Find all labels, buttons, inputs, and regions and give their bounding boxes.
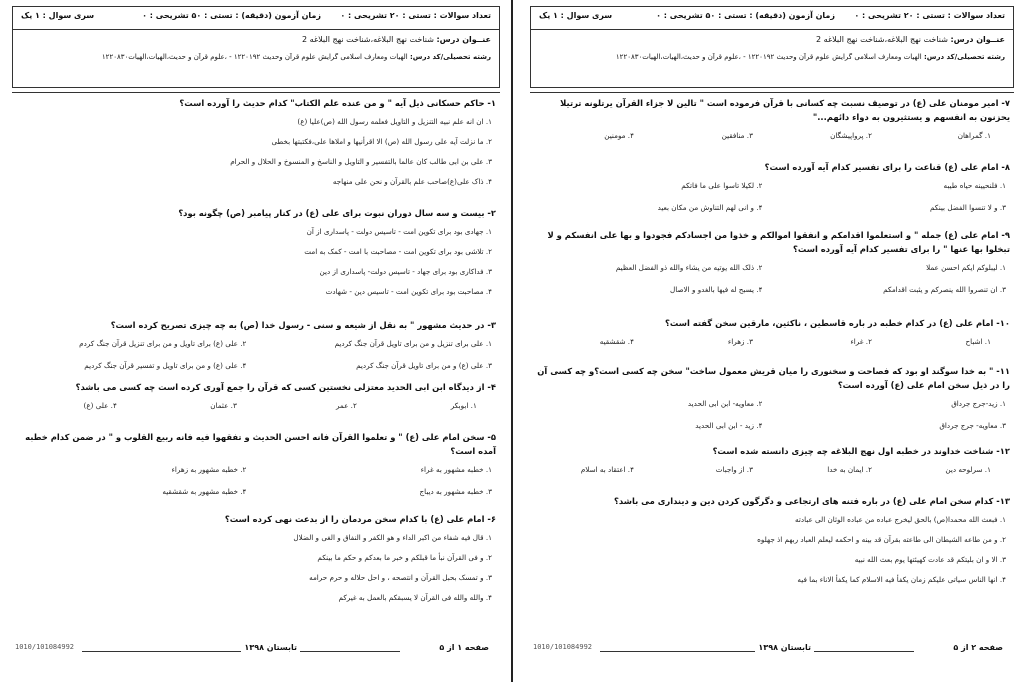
answer-option[interactable]: ۲. ما نزلت آیه علی رسول الله (ص) الا اقرأنیها و املاها علی،فکتبتها بخطی bbox=[271, 137, 492, 146]
options-group bbox=[534, 180, 1010, 224]
page-header bbox=[530, 6, 1014, 88]
answer-option[interactable]: ۱. علی برای تنزیل و من برای تاویل قرآن جنگ کردیم bbox=[334, 339, 492, 348]
options-group bbox=[16, 338, 496, 382]
answer-option[interactable]: ۴. خطبه مشهور به شقشقیه bbox=[162, 487, 247, 496]
question-series: سری سوال : ۱ یک bbox=[539, 11, 613, 20]
answer-option[interactable]: ۳. از واجبات bbox=[715, 465, 753, 474]
question-item bbox=[16, 206, 496, 306]
answer-option[interactable]: ۳. عثمان bbox=[210, 401, 237, 410]
options-group bbox=[16, 532, 496, 603]
answer-option[interactable]: ۲. لکیلا تاسوا علی ما فاتکم bbox=[681, 181, 763, 190]
options-group bbox=[534, 336, 1010, 352]
questions-area bbox=[12, 92, 500, 93]
question-item bbox=[534, 316, 1010, 352]
answer-option[interactable]: ۱. لیبلوکم ایکم احسن عملا bbox=[926, 263, 1006, 272]
field-value: الهیات ومعارف اسلامی گرایش علوم قرآن وحدیث ۱۲۲۰۱۹۲ - ،علوم قرآن و حدیث،الهیات،الهیات۱۲۲۰۸۳۰ bbox=[615, 53, 924, 61]
exam-page-1 bbox=[12, 0, 500, 682]
question-item bbox=[534, 444, 1010, 480]
course-label: عنــوان درس: bbox=[436, 35, 491, 44]
answer-option[interactable]: ۴. ذاک علی(ع)صاحب علم بالقرآن و نحن علی منهاجه bbox=[332, 177, 492, 186]
answer-option[interactable]: ۲. تلاشی بود برای تکوین امت - مصاحبت با امت - کمک به امت bbox=[304, 247, 492, 256]
page-number: صفحه ۱ از ۵ bbox=[436, 643, 492, 652]
options-group bbox=[534, 464, 1010, 480]
question-text: ۱۲- شناخت خداوند در خطبه اول نهج البلاغه چه چیزی دانسته شده است؟ bbox=[712, 446, 1010, 456]
question-text: ۳- در حدیث مشهور " به نقل از شیعه و سنی - رسول خدا (ص) به چه چیزی تصریح کرده است؟ bbox=[110, 320, 496, 330]
question-text: ۸- امام علی (ع) قناعت را برای تفسیر کدام آیه آورده است؟ bbox=[764, 162, 1010, 172]
question-text: ۲- بیست و سه سال دوران نبوت برای علی (ع) در کنار پیامبر (ص) چگونه بود؟ bbox=[178, 208, 496, 218]
answer-option[interactable]: ۴. مومنین bbox=[604, 131, 634, 140]
exam-season: تابستان ۱۳۹۸ bbox=[755, 643, 814, 652]
answer-option[interactable]: ۱. خطبه مشهور به غراء bbox=[420, 465, 492, 474]
answer-option[interactable]: ۲. پرواپیشگان bbox=[830, 131, 872, 140]
page-footer bbox=[530, 643, 1014, 659]
page-number: صفحه ۲ از ۵ bbox=[950, 643, 1006, 652]
answer-option[interactable]: ۴. مصاحبت بود برای تکوین امت - تاسیس دین - شهادت bbox=[325, 287, 492, 296]
answer-option[interactable]: ۳. ان تنصروا الله ینصرکم و یثبت اقدامکم bbox=[883, 285, 1006, 294]
answer-option[interactable]: ۳. معاویه- جرج جرداق bbox=[939, 421, 1006, 430]
question-item bbox=[16, 96, 496, 196]
answer-option[interactable]: ۲. معاویه- ابن ابی الحدید bbox=[687, 399, 763, 408]
answer-option[interactable]: ۳. و تمسک بحبل القرآن و انتصحه ، و احل حلاله و حرم حرامه bbox=[309, 573, 492, 582]
question-item bbox=[16, 380, 496, 416]
answer-option[interactable]: ۳. خطبه مشهور به دیباج bbox=[419, 487, 492, 496]
exam-code: 1010/101084992 bbox=[530, 643, 595, 651]
question-item bbox=[16, 512, 496, 612]
options-group bbox=[16, 226, 496, 297]
field-label: رشته تحصیلی/کد درس: bbox=[923, 53, 1005, 61]
answer-option[interactable]: ۳. منافقین bbox=[721, 131, 753, 140]
options-group bbox=[534, 398, 1010, 442]
question-text: ۴- از دیدگاه ابن ابی الحدید معتزلی نخستین کسی که قرآن را جمع آوری کرده است چه کسی می باشد؟ bbox=[75, 382, 496, 392]
answer-option[interactable]: ۴. علی (ع) و من برای تاویل و تفسیر قرآن جنگ کردیم bbox=[84, 361, 247, 370]
answer-option[interactable]: ۲. غراء bbox=[850, 337, 872, 346]
exam-time: زمان آزمون (دقیقه) : تستی : ۵۰ تشریحی : ۰ bbox=[142, 11, 321, 20]
question-item bbox=[534, 364, 1010, 442]
answer-option[interactable]: ۳. زهراء bbox=[727, 337, 753, 346]
answer-option[interactable]: ۳. علی (ع) و من برای تاویل قرآن جنگ کردیم bbox=[356, 361, 492, 370]
answer-option[interactable]: ۴. زید - ابن ابی الحدید bbox=[695, 421, 763, 430]
answer-option[interactable]: ۲. و من طاعه الشیطان الی طاعته بقرآن قد بینه و احکمه لیعلم العباد ربهم اذ جهلوه bbox=[757, 535, 1006, 544]
answer-option[interactable]: ۱. قال فیه شفاء من اکبر الداء و هو الکفر و النفاق و الغی و الضلال bbox=[293, 533, 492, 542]
question-item bbox=[16, 318, 496, 382]
options-group bbox=[16, 116, 496, 187]
question-text: ۱۰- امام علی (ع) در کدام خطبه در باره قاسطین ، ناکثین، مارقین سخن گفته است؟ bbox=[665, 318, 1010, 328]
answer-option[interactable]: ۱. ابوبکر bbox=[450, 401, 477, 410]
answer-option[interactable]: ۴. اعتقاد به اسلام bbox=[580, 465, 634, 474]
question-item bbox=[16, 430, 496, 508]
answer-option[interactable]: ۲. و فی القرآن نبأ ما قبلکم و خبر ما بعدکم و حکم ما بینکم bbox=[317, 553, 492, 562]
page-footer bbox=[12, 643, 500, 659]
answer-option[interactable]: ۴. علی (ع) bbox=[83, 401, 117, 410]
options-group bbox=[534, 130, 1010, 146]
answer-option[interactable]: ۴. یسبح له فیها بالغدو و الاصال bbox=[670, 285, 763, 294]
page-header bbox=[12, 6, 500, 88]
answer-option[interactable]: ۳. فداکاری بود برای جهاد - تاسیس دولت- پاسداری از دین bbox=[319, 267, 492, 276]
exam-time: زمان آزمون (دقیقه) : تستی : ۵۰ تشریحی : ۰ bbox=[656, 11, 835, 20]
answer-option[interactable]: ۱. سرلوحه دین bbox=[945, 465, 991, 474]
exam-page-2 bbox=[530, 0, 1014, 682]
question-item bbox=[534, 160, 1010, 224]
answer-option[interactable]: ۲. علی (ع) برای تاویل و من برای تنزیل قرآن جنگ کردم bbox=[79, 339, 247, 348]
exam-season: تابستان ۱۳۹۸ bbox=[241, 643, 300, 652]
answer-option[interactable]: ۲. عمر bbox=[335, 401, 357, 410]
answer-option[interactable]: ۴. انها الناس سیاتی علیکم زمان یکفأ فیه الاسلام کما یکفأ الاناء بما فیه bbox=[797, 575, 1006, 584]
answer-option[interactable]: ۳. الا و ان بلیتکم قد عادت کهیئتها یوم بعث الله نبیه bbox=[854, 555, 1006, 564]
question-count: تعداد سوالات : تستی : ۲۰ تشریحی : ۰ bbox=[340, 11, 491, 20]
options-group bbox=[534, 262, 1010, 306]
question-text: ۵- سخن امام علی (ع) " و تعلموا القرآن فانه احسن الحدیث و تفقهوا فیه فانه ربیع القلوب و " در ضمن کدام خطبه آمده است؟ bbox=[25, 432, 496, 456]
answer-option[interactable]: ۲. ایمان به خدا bbox=[827, 465, 872, 474]
course-title: شناخت نهج البلاغه،شناخت نهج البلاغه 2 bbox=[302, 35, 437, 44]
question-item bbox=[534, 228, 1010, 306]
answer-option[interactable]: ۱. اشباح bbox=[965, 337, 991, 346]
question-item bbox=[534, 494, 1010, 594]
answer-option[interactable]: ۱. زید-جرج جرداق bbox=[951, 399, 1006, 408]
question-count: تعداد سوالات : تستی : ۲۰ تشریحی : ۰ bbox=[854, 11, 1005, 20]
exam-code: 1010/101084992 bbox=[12, 643, 77, 651]
answer-option[interactable]: ۳. و لا تنسوا الفضل بینکم bbox=[929, 203, 1006, 212]
answer-option[interactable]: ۴. شقشقیه bbox=[599, 337, 634, 346]
answer-option[interactable]: ۱. ان انه علم نبیه التنزیل و التاویل فعلمه رسول الله (ص)علیا (ع) bbox=[297, 117, 492, 126]
answer-option[interactable]: ۴. والله والله فی القرآن لا یسبقکم بالعمل به غیرکم bbox=[338, 593, 492, 602]
answer-option[interactable]: ۴. و انی لهم التناوش من مکان بعید bbox=[657, 203, 763, 212]
answer-option[interactable]: ۱. فلنحیینه حیاه طیبه bbox=[943, 181, 1006, 190]
questions-area bbox=[530, 92, 1014, 93]
answer-option[interactable]: ۱. گمراهان bbox=[957, 131, 991, 140]
options-group bbox=[16, 400, 496, 416]
options-group bbox=[16, 464, 496, 508]
page-divider bbox=[511, 0, 513, 682]
answer-option[interactable]: ۳. علی بن ابی طالب کان عالما بالتفسیر و التاویل و الناسخ و المنسوخ و الحلال و الحرام bbox=[230, 157, 492, 166]
question-item bbox=[534, 96, 1010, 146]
question-text: ۱۱- " به خدا سوگند او بود که فصاحت و سخنوری را میان قریش معمول ساخت" سخن چه کسی است؟و چه کسی آن را در ذیل سخن امام علی (ع) آورده است؟ bbox=[537, 366, 1010, 390]
answer-option[interactable]: ۱. جهادی بود برای تکوین امت - تاسیس دولت - پاسداری از آن bbox=[306, 227, 492, 236]
course-label: عنــوان درس: bbox=[950, 35, 1005, 44]
field-value: الهیات ومعارف اسلامی گرایش علوم قرآن وحدیث ۱۲۲۰۱۹۲ - ،علوم قرآن و حدیث،الهیات،الهیات۱۲۲۰۸۳۰ bbox=[101, 53, 410, 61]
question-series: سری سوال : ۱ یک bbox=[21, 11, 95, 20]
field-label: رشته تحصیلی/کد درس: bbox=[409, 53, 491, 61]
question-text: ۷- امیر مومنان علی (ع) در توصیف نسبت چه کسانی با قرآن فرموده است " تالین لا جزاء القرآن یرتلونه ترتیلا یحزنون به انفسهم و یستثیرون به دواء دائهم..." bbox=[560, 98, 1010, 122]
options-group bbox=[534, 514, 1010, 585]
answer-option[interactable]: ۲. خطبه مشهور به زهراء bbox=[171, 465, 247, 474]
question-text: ۹- امام علی (ع) جمله " و استعلموا اقدامکم و انفقوا اموالکم و خذوا من اجسادکم فجودوا و بها علی انفسکم و لا تبخلوا بها عنها " را برای تفسیر کدام آیه آورده است؟ bbox=[547, 230, 1010, 254]
question-text: ۶- امام علی (ع) با کدام سخن مردمان را از بدعت نهی کرده است؟ bbox=[224, 514, 496, 524]
question-text: ۱۳- کدام سخن امام علی (ع) در باره فتنه های ارتجاعی و دگرگون کردن دین و دینداری می باشد؟ bbox=[614, 496, 1010, 506]
answer-option[interactable]: ۲. ذلک الله یوتیه من یشاء والله ذو الفضل العظیم bbox=[615, 263, 763, 272]
course-title: شناخت نهج البلاغه،شناخت نهج البلاغه 2 bbox=[816, 35, 951, 44]
question-text: ۱- حاکم حسکانی ذیل آیه " و من عنده علم الکتاب" کدام حدیث را آورده است؟ bbox=[179, 98, 496, 108]
answer-option[interactable]: ۱. فبعث الله محمدا(ص) بالحق لیخرج عباده من عباده الوثان الی عبادته bbox=[795, 515, 1006, 524]
